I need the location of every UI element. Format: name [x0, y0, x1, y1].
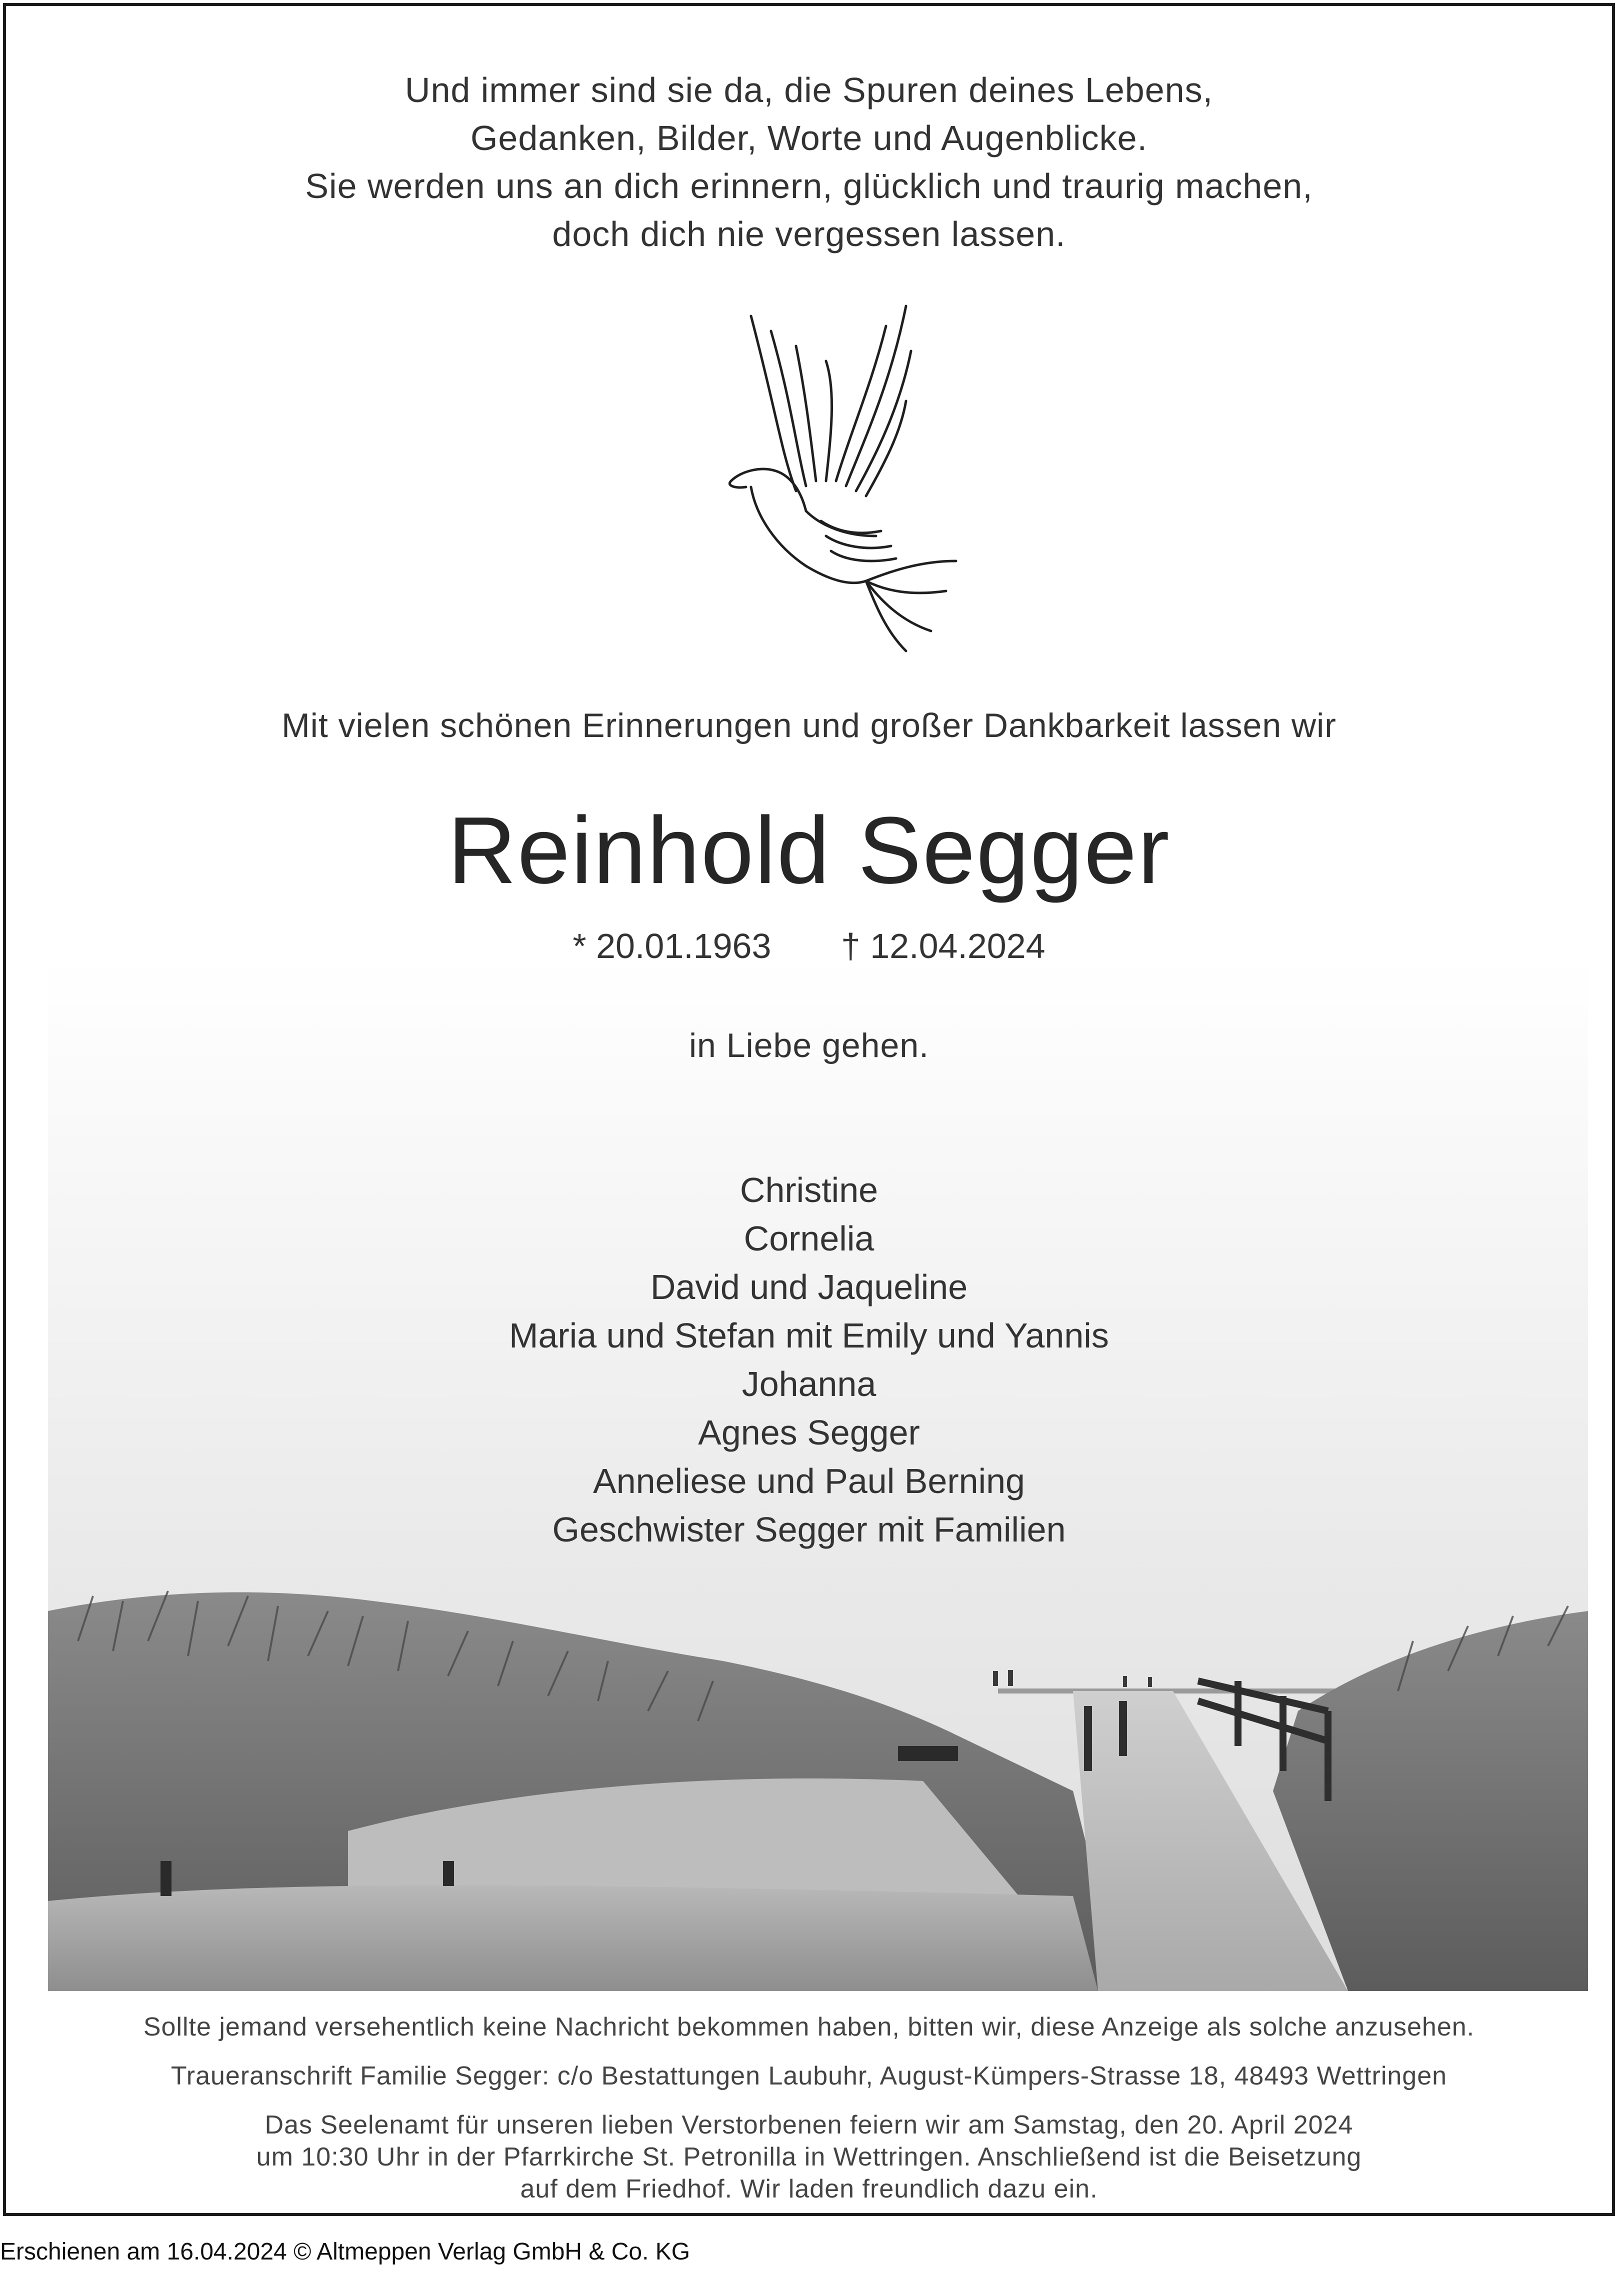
service-info	[6, 2109, 1612, 2205]
publication-credit: Erschienen am 16.04.2024 © Altmeppen Verlag GmbH & Co. KG	[0, 2238, 690, 2265]
verse-line: Und immer sind sie da, die Spuren deines Lebens,	[404, 70, 1214, 110]
deceased-name: Reinhold Segger	[448, 798, 1170, 904]
mourner-name: Anneliese und Paul Berning	[593, 1462, 1025, 1500]
mourner-name: Johanna	[742, 1364, 876, 1404]
mourner-name: Geschwister Segger mit Familien	[552, 1510, 1066, 1549]
mourning-address: Traueranschrift Familie Segger: c/o Bestattungen Laubuhr, August-Kümpers-Strasse 18, 48493 Wettringen	[170, 2062, 1448, 2090]
notice-text: Sollte jemand versehentlich keine Nachricht bekommen haben, bitten wir, diese Anzeige als solche anzusehen.	[143, 2012, 1475, 2042]
mourner-name: Cornelia	[744, 1219, 874, 1258]
mourner-name: David und Jaqueline	[650, 1268, 968, 1306]
death-date: † 12.04.2024	[840, 926, 1046, 966]
service-line: Das Seelenamt für unseren lieben Verstorbenen feiern wir am Samstag, den 20. April 2024	[264, 2110, 1354, 2140]
memorial-verse	[6, 66, 1612, 258]
mourner-name: Christine	[740, 1170, 878, 1210]
intro-text: Mit vielen schönen Erinnerungen und großer Dankbarkeit lassen wir	[282, 706, 1336, 744]
service-line: um 10:30 Uhr in der Pfarrkirche St. Petronilla in Wettringen. Anschließend ist die Beisetzung	[256, 2142, 1362, 2172]
closing-text: in Liebe gehen.	[688, 1026, 930, 1064]
dove-icon	[721, 301, 981, 661]
mourners-list	[6, 1166, 1612, 1554]
birth-date: * 20.01.1963	[572, 926, 772, 966]
mourner-name: Maria und Stefan mit Emily und Yannis	[509, 1316, 1109, 1355]
obituary-frame	[3, 3, 1615, 2216]
mourner-name: Agnes Segger	[698, 1413, 920, 1452]
verse-line: Sie werden uns an dich erinnern, glücklich und traurig machen,	[305, 166, 1313, 206]
service-line: auf dem Friedhof. Wir laden freundlich dazu ein.	[520, 2174, 1098, 2204]
verse-line: doch dich nie vergessen lassen.	[552, 214, 1066, 254]
verse-line: Gedanken, Bilder, Worte und Augenblicke.	[470, 118, 1148, 158]
footer-notes	[6, 2011, 1612, 2205]
life-dates	[6, 926, 1612, 966]
dune-path-photo	[48, 1581, 1588, 1991]
